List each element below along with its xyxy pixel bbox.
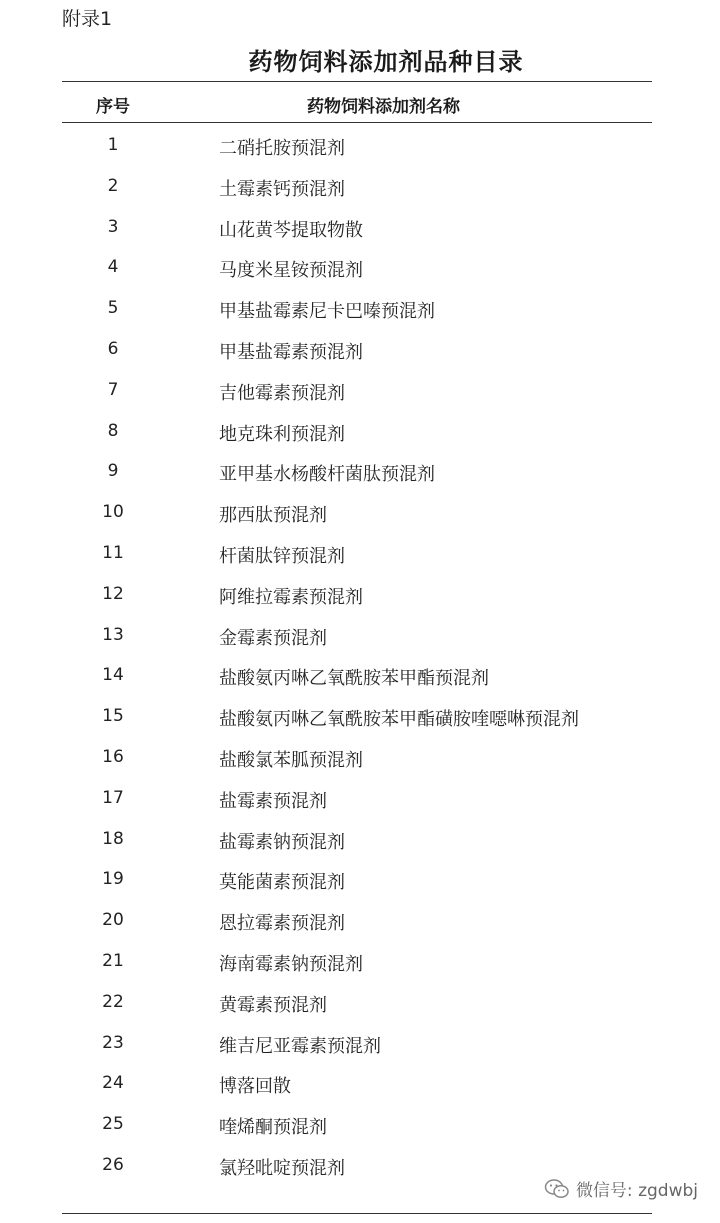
- row-additive-name: 喹烯酮预混剂: [219, 1117, 327, 1139]
- row-serial-number: 18: [102, 828, 124, 849]
- table-row: [62, 737, 652, 778]
- row-additive-name: 甲基盐霉素尼卡巴嗪预混剂: [219, 301, 435, 323]
- table-row: [62, 533, 652, 574]
- row-additive-name: 阿维拉霉素预混剂: [219, 586, 363, 608]
- row-serial-number: 19: [102, 869, 124, 890]
- row-additive-name: 海南霉素钠预混剂: [219, 953, 363, 975]
- table-row: [62, 819, 652, 860]
- row-serial-number: 5: [107, 298, 119, 319]
- table-header-rule: [62, 122, 652, 123]
- row-serial-number: 7: [107, 379, 119, 400]
- row-serial-number: 1: [107, 135, 119, 155]
- table-row: [62, 615, 652, 656]
- row-additive-name: 氯羟吡啶预混剂: [219, 1157, 345, 1179]
- row-additive-name: 马度米星铵预混剂: [219, 260, 363, 282]
- row-additive-name: 黄霉素预混剂: [219, 994, 327, 1016]
- document-title: 药物饲料添加剂品种目录: [248, 48, 524, 76]
- wechat-watermark: [544, 1176, 698, 1201]
- appendix-label: 附录1: [62, 8, 113, 30]
- row-additive-name: 维吉尼亚霉素预混剂: [219, 1035, 381, 1057]
- row-serial-number: 26: [102, 1154, 124, 1175]
- row-additive-name: 山花黄芩提取物散: [219, 219, 363, 241]
- row-additive-name: 盐酸氨丙啉乙氧酰胺苯甲酯磺胺喹噁啉预混剂: [219, 709, 579, 731]
- table-row: [62, 696, 652, 737]
- row-additive-name: 盐霉素预混剂: [219, 790, 327, 812]
- table-row: [62, 941, 652, 982]
- row-additive-name: 莫能菌素预混剂: [219, 872, 345, 894]
- row-serial-number: 13: [102, 624, 124, 645]
- row-serial-number: 9: [107, 461, 119, 482]
- table-row: [62, 778, 652, 819]
- row-serial-number: 24: [102, 1073, 124, 1094]
- table-row: [62, 329, 652, 370]
- row-serial-number: 12: [102, 583, 124, 604]
- watermark-text: 微信号: zgdwbj: [575, 1181, 698, 1201]
- row-additive-name: 盐酸氨丙啉乙氧酰胺苯甲酯预混剂: [219, 668, 489, 690]
- table-row: [62, 1104, 652, 1145]
- row-additive-name: 亚甲基水杨酸杆菌肽预混剂: [219, 464, 435, 486]
- table-row: [62, 451, 652, 492]
- row-serial-number: 16: [102, 746, 124, 767]
- row-serial-number: 21: [102, 950, 124, 971]
- row-serial-number: 14: [102, 665, 124, 686]
- table-row: [62, 900, 652, 941]
- table-row: [62, 574, 652, 615]
- row-serial-number: 6: [107, 338, 119, 359]
- table-row: [62, 288, 652, 329]
- table-row: [62, 655, 652, 696]
- row-additive-name: 杆菌肽锌预混剂: [219, 545, 345, 567]
- row-serial-number: 2: [107, 175, 119, 196]
- row-additive-name: 金霉素预混剂: [219, 627, 327, 649]
- row-serial-number: 8: [107, 420, 119, 441]
- table-row: [62, 982, 652, 1023]
- header-serial-number: 序号: [96, 97, 130, 117]
- table-row: [62, 207, 652, 248]
- row-serial-number: 11: [102, 542, 124, 563]
- row-additive-name: 那西肽预混剂: [219, 505, 327, 527]
- row-serial-number: 10: [102, 502, 124, 523]
- row-serial-number: 20: [102, 910, 124, 931]
- row-serial-number: 17: [102, 787, 124, 808]
- row-serial-number: 3: [107, 216, 119, 237]
- table-row: [62, 859, 652, 900]
- header-additive-name: 药物饲料添加剂名称: [307, 97, 460, 117]
- row-additive-name: 二硝托胺预混剂: [219, 138, 345, 159]
- row-serial-number: 22: [102, 991, 124, 1012]
- table-row: [62, 492, 652, 533]
- row-serial-number: 25: [102, 1114, 124, 1135]
- row-serial-number: 15: [102, 706, 124, 727]
- wechat-icon: [544, 1178, 570, 1200]
- row-additive-name: 土霉素钙预混剂: [219, 178, 345, 200]
- row-additive-name: 地克珠利预混剂: [219, 423, 345, 445]
- row-additive-name: 盐酸氯苯胍预混剂: [219, 749, 363, 771]
- row-additive-name: 恩拉霉素预混剂: [219, 913, 345, 935]
- row-serial-number: 23: [102, 1032, 124, 1053]
- row-additive-name: 吉他霉素预混剂: [219, 382, 345, 404]
- table-row: [62, 125, 652, 166]
- table-row: [62, 1023, 652, 1064]
- row-serial-number: 4: [107, 257, 119, 278]
- table-row: [62, 411, 652, 452]
- table-row: [62, 1063, 652, 1104]
- row-additive-name: 博落回散: [219, 1076, 291, 1098]
- table-body: [62, 125, 652, 1186]
- table-row: [62, 166, 652, 207]
- table-row: [62, 247, 652, 288]
- table-header: [62, 82, 652, 122]
- row-additive-name: 盐霉素钠预混剂: [219, 831, 345, 853]
- row-additive-name: 甲基盐霉素预混剂: [219, 341, 363, 363]
- table-row: [62, 370, 652, 411]
- table-bottom-rule: [62, 1213, 652, 1214]
